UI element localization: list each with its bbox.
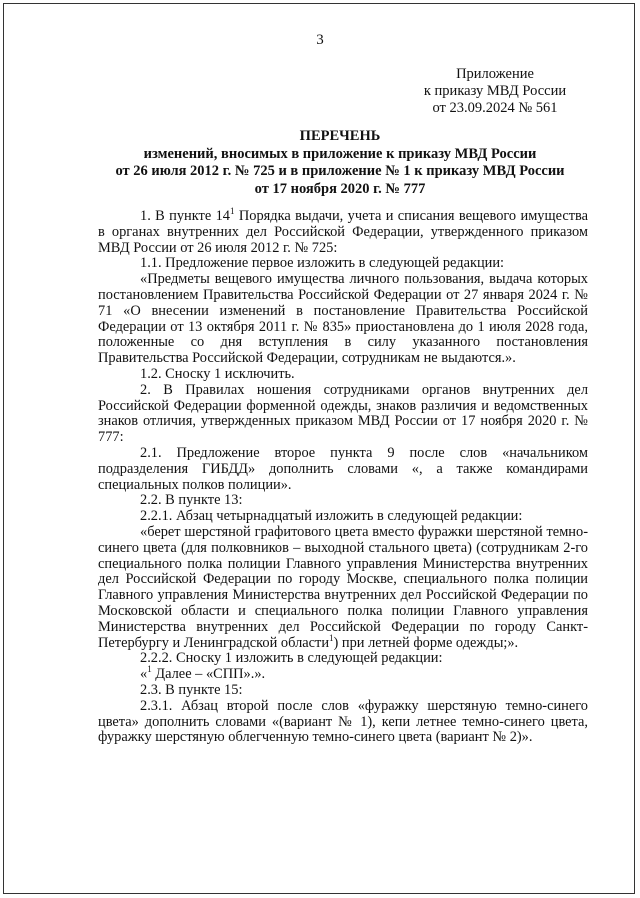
title-heading: ПЕРЕЧЕНЬ	[299, 128, 381, 144]
superscript-footnote-mark: 1	[230, 206, 235, 217]
paragraph-2-2-1: 2.2.1. Абзац четырнадцатый изложить в следующей редакции:	[140, 508, 523, 525]
paragraph-2-3-1: 2.3.1. Абзац второй после слов «фуражку шерстяную темно-синего цвета» дополнить словами «(вариант № 1), кепи летнее темно-синего цвета, фуражку шерстяную облегченную темно-синего цвета (вариант № 2)».	[98, 697, 588, 746]
paragraph-2-3: 2.3. В пункте 15:	[140, 681, 243, 698]
document-title	[90, 128, 590, 198]
appendix-line-2: к приказу МВД России	[423, 83, 567, 99]
paragraph-quote-2-text-b: ) при летней форме одежды;».	[333, 634, 519, 651]
paragraph-2-2-2: 2.2.2. Сноску 1 изложить в следующей редакции:	[140, 650, 443, 667]
title-line-1: изменений, вносимых в приложение к приказу МВД России	[143, 145, 537, 162]
superscript-footnote-mark: 1	[147, 664, 152, 675]
paragraph-quote-3-text: Далее – «СПП».».	[151, 666, 266, 683]
title-line-3: от 17 ноября 2020 г. № 777	[254, 180, 426, 197]
document-body	[98, 206, 588, 746]
title-line-2: от 26 июля 2012 г. № 725 и в приложение № 1 к приказу МВД России	[115, 163, 565, 179]
paragraph-1-text-b: Порядка выдачи, учета и списания вещевого имущества в органах внутренних дел Российской Федерации, утвержденного приказом МВД России от 26 июля 2012 г. № 725:	[98, 208, 588, 256]
superscript-footnote-mark: 1	[329, 632, 334, 643]
paragraph-1-1: 1.1. Предложение первое изложить в следующей редакции:	[140, 255, 505, 272]
paragraph-quote-1: «Предметы вещевого имущества личного пользования, выдача которых постановлением Правительства Российской Федерации от 27 января 2024 г. № 71 «О внесении изменений в постановление Правительства Российской Федерации от 13 октября 2011 г. № 835» приостановлена до 1 июля 2028 года, положенные со дня вступления в силу указанного постановления Правительства Российской Федерации, сотрудникам не выдаются.».	[98, 271, 588, 367]
paragraph-quote-2-text-a: «берет шерстяной графитового цвета вместо фуражки шерстяной темно-синего цвета (для полковников – выходной стального цвета) (сотрудникам 2-го специального полка полиции Главного управления Министерства внутренних дел Российской Федерации по городу Москве, специального полка полиции Главного управления Министерства внутренних дел Российской Федерации по Московской области и специального полка полиции Главного управления Министерства внутренних дел Российской Федерации по городу Санкт-Петербургу и Ленинградской области	[98, 523, 588, 651]
appendix-line-3: от 23.09.2024 № 561	[432, 100, 558, 116]
paragraph-1-text-a: 1. В пункте 14	[140, 208, 230, 224]
paragraph-2: 2. В Правилах ношения сотрудниками органов внутренних дел Российской Федерации форменной одежды, знаков различия и ведомственных знаков отличия, утвержденных приказом МВД России от 17 ноября 2020 г. № 777:	[98, 381, 588, 446]
paragraph-quote-3-open: «	[140, 666, 148, 683]
paragraph-quote-3	[98, 664, 588, 683]
page-number: 3	[316, 32, 324, 48]
paragraph-2-1: 2.1. Предложение второе пункта 9 после слов «начальником подразделения ГИБДД» дополнить словами «, а также командирами специальных полков полиции».	[98, 444, 588, 493]
paragraph-2-2: 2.2. В пункте 13:	[140, 492, 243, 509]
paragraph-1	[98, 206, 588, 256]
paragraph-1-2: 1.2. Сноску 1 исключить.	[140, 365, 295, 382]
appendix-line-1: Приложение	[456, 66, 534, 82]
paragraph-quote-2	[98, 525, 588, 651]
appendix-block	[400, 66, 590, 117]
